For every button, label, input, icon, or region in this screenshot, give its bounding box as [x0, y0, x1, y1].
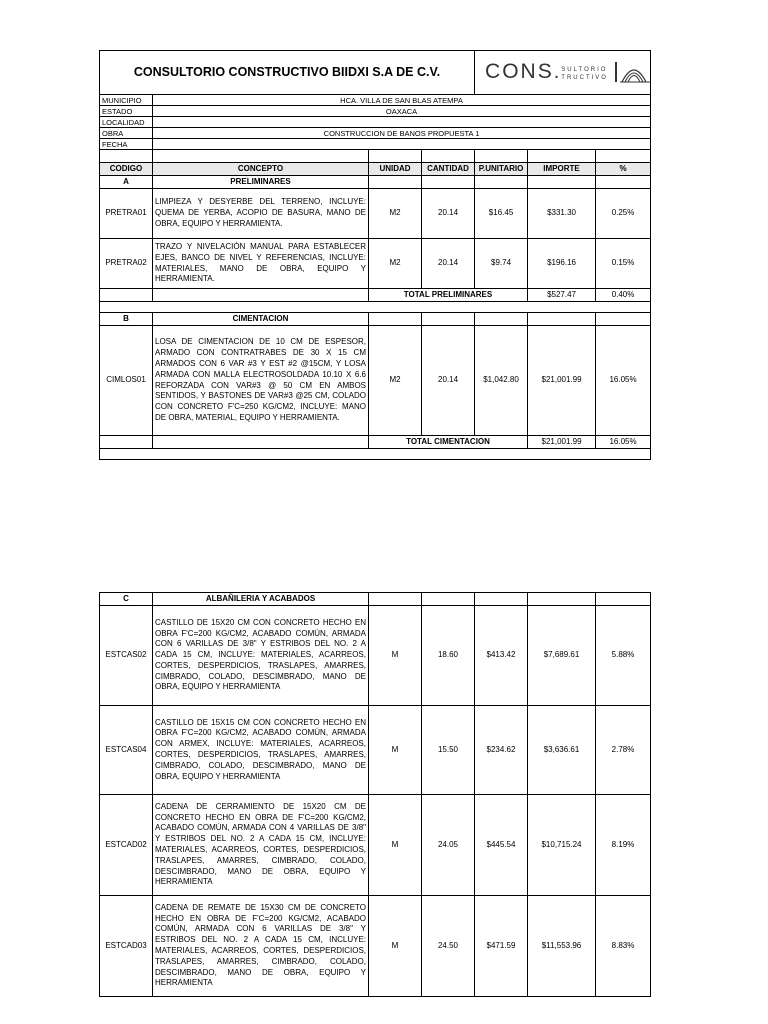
header-unidad: UNIDAD	[369, 163, 422, 176]
table-row	[100, 326, 651, 436]
item-concept: CASTILLO DE 15X20 CM CON CONCRETO HECHO EN OBRA F'C=200 KG/CM2, ACABADO COMÚN, ARMADA CON 6 VARILLAS DE 3/8" Y ESTRIBOS DEL NO. 2 A CADA 15 CM, INCLUYE: MATERIALES, ACARREOS, CORTES, DESPERDICIOS, TRASLAPES, AMARRES, CIMBRADO, COLADO, DESCIMBRADO, MANO DE OBRA, EQUIPO Y HERRAMIENTA	[153, 606, 369, 706]
item-code: ESTCAD03	[100, 896, 153, 997]
item-pct: 2.78%	[596, 706, 651, 795]
logo-text: CONS	[485, 59, 554, 83]
item-price: $1,042.80	[475, 326, 528, 436]
table-row	[100, 189, 651, 239]
info-value: OAXACA	[153, 106, 651, 117]
item-amount: $196.16	[528, 239, 596, 289]
item-qty: 20.14	[422, 326, 475, 436]
item-concept: CADENA DE CERRAMIENTO DE 15X20 CM DE CONCRETO HECHO EN OBRA DE F'C=200 KG/CM2, ACABADO COMÚN, ARMADA CON 4 VARILLAS DE 3/8" Y ESTRIBOS DEL NO. 2 A CADA 15 CM, INCLUYE: MATERIALES, ACARREOS, CORTES, DESPERDICIOS, TRASLAPES, AMARRES, CIMBRADO, COLADO, DESCIMBRADO, MANO DE OBRA, EQUIPO Y HERRAMIENTA	[153, 795, 369, 896]
header-pct: %	[596, 163, 651, 176]
header-codigo: CODIGO	[100, 163, 153, 176]
item-pct: 16.05%	[596, 326, 651, 436]
item-code: ESTCAD02	[100, 795, 153, 896]
section-name: PRELIMINARES	[153, 176, 369, 189]
header-cantidad: CANTIDAD	[422, 163, 475, 176]
table-row	[100, 795, 651, 896]
table-row	[100, 706, 651, 795]
header-punitario: P.UNITARIO	[475, 163, 528, 176]
item-pct: 8.19%	[596, 795, 651, 896]
item-unit: M	[369, 795, 422, 896]
item-qty: 24.05	[422, 795, 475, 896]
item-qty: 20.14	[422, 189, 475, 239]
info-value: CONSTRUCCION DE BANOS PROPUESTA 1	[153, 128, 651, 139]
item-price: $16.45	[475, 189, 528, 239]
item-amount: $3,636.61	[528, 706, 596, 795]
item-qty: 15.50	[422, 706, 475, 795]
item-code: ESTCAS04	[100, 706, 153, 795]
item-concept: LOSA DE CIMENTACION DE 10 CM DE ESPESOR, ARMADO CON CONTRATRABES DE 30 X 15 CM ARMADOS CON 6 VAR #3 Y EST #2 @15CM, Y LOSA ARMADA CON MALLA ELECTROSOLDADA 10.10 X 6.6 REFORZADA CON VAR#3 @ 50 CM EN AMBOS SENTIDOS, Y BASTONES DE VAR#3 @25 CM, COLADO CON CONCRETO F'C=250 KG/CM2, INCLUYE: MANO DE OBRA, MATERIAL, EQUIPO Y HERRAMIENTA.	[153, 326, 369, 436]
total-row	[100, 289, 651, 302]
item-qty: 18.60	[422, 606, 475, 706]
budget-table-page1	[99, 50, 651, 460]
section-letter: A	[100, 176, 153, 189]
section-row	[100, 313, 651, 326]
item-amount: $11,553.96	[528, 896, 596, 997]
info-label: LOCALIDAD	[100, 117, 153, 128]
item-qty: 24.50	[422, 896, 475, 997]
item-amount: $7,689.61	[528, 606, 596, 706]
header-importe: IMPORTE	[528, 163, 596, 176]
item-price: $413.42	[475, 606, 528, 706]
column-header-row	[100, 163, 651, 176]
total-row	[100, 436, 651, 449]
section-row	[100, 176, 651, 189]
total-pct: 0.40%	[596, 289, 651, 302]
item-amount: $331.30	[528, 189, 596, 239]
table-row	[100, 239, 651, 289]
section-name: CIMENTACION	[153, 313, 369, 326]
item-code: ESTCAS02	[100, 606, 153, 706]
info-value	[153, 117, 651, 128]
logo-bottom-text: TRUCTIVO	[561, 75, 608, 81]
item-unit: M2	[369, 326, 422, 436]
info-label: OBRA	[100, 128, 153, 139]
company-title: CONSULTORIO CONSTRUCTIVO BIIDXI S.A DE C.V.	[100, 51, 475, 95]
item-unit: M	[369, 896, 422, 997]
item-price: $9.74	[475, 239, 528, 289]
table-row	[100, 896, 651, 997]
item-price: $234.62	[475, 706, 528, 795]
item-unit: M	[369, 606, 422, 706]
info-value: HCA. VILLA DE SAN BLAS ATEMPA	[153, 95, 651, 106]
item-concept: TRAZO Y NIVELACIÓN MANUAL PARA ESTABLECER EJES, BANCO DE NIVEL Y REFERENCIAS, INCLUYE: MATERIALES, MANO DE OBRA, EQUIPO Y HERRAMIENTA.	[153, 239, 369, 289]
section-letter: B	[100, 313, 153, 326]
logo-top-text: SULTORIO	[561, 67, 608, 73]
section-name: ALBAÑILERIA Y ACABADOS	[153, 593, 369, 606]
item-price: $445.54	[475, 795, 528, 896]
info-label: MUNICIPIO	[100, 95, 153, 106]
item-amount: $10,715.24	[528, 795, 596, 896]
section-letter: C	[100, 593, 153, 606]
item-code: CIMLOS01	[100, 326, 153, 436]
item-unit: M	[369, 706, 422, 795]
item-amount: $21,001.99	[528, 326, 596, 436]
item-pct: 0.25%	[596, 189, 651, 239]
table-row	[100, 606, 651, 706]
budget-table-page2	[99, 592, 651, 997]
item-qty: 20.14	[422, 239, 475, 289]
item-concept: CASTILLO DE 15X15 CM CON CONCRETO HECHO EN OBRA F'C=200 KG/CM2, ACABADO COMÚN, ARMADA CON ARMEX, INCLUYE: MATERIALES, ACARREOS, CORTES, DESPERDICIOS, TRASLAPES, AMARRES, CIMBRADO, COLADO, DESCIMBRADO, MANO DE OBRA, EQUIPO Y HERRAMIENTA	[153, 706, 369, 795]
info-label: ESTADO	[100, 106, 153, 117]
info-label: FECHA	[100, 139, 153, 150]
item-code: PRETRA01	[100, 189, 153, 239]
total-label: TOTAL PRELIMINARES	[369, 289, 528, 302]
total-label: TOTAL CIMENTACION	[369, 436, 528, 449]
company-logo: CONS . SULTORIO TRUCTIVO	[475, 51, 651, 95]
item-unit: M2	[369, 189, 422, 239]
info-value	[153, 139, 651, 150]
item-concept: LIMPIEZA Y DESYERBE DEL TERRENO, INCLUYE: QUEMA DE YERBA, ACOPIO DE BASURA, MANO DE OBRA, EQUIPO Y HERRAMIENTA.	[153, 189, 369, 239]
item-concept: CADENA DE REMATE DE 15X30 CM DE CONCRETO HECHO EN OBRA DE F'C=200 KG/CM2, ACABADO COMÚN, ARMADA CON 6 VARILLAS DE 3/8" Y ESTRIBOS DEL NO. 2 A CADA 15 CM, INCLUYE: MATERIALES, ACARREOS, CORTES, DESPERDICIOS, TRASLAPES, AMARRES, CIMBRADO, COLADO, DESCIMBRADO, MANO DE OBRA, EQUIPO Y HERRAMIENTA	[153, 896, 369, 997]
item-pct: 8.83%	[596, 896, 651, 997]
total-amount: $21,001.99	[528, 436, 596, 449]
header-concepto: CONCEPTO	[153, 163, 369, 176]
total-pct: 16.05%	[596, 436, 651, 449]
item-unit: M2	[369, 239, 422, 289]
item-pct: 0.15%	[596, 239, 651, 289]
total-amount: $527.47	[528, 289, 596, 302]
item-code: PRETRA02	[100, 239, 153, 289]
arch-logo-icon	[614, 60, 651, 84]
item-pct: 5.88%	[596, 606, 651, 706]
item-price: $471.59	[475, 896, 528, 997]
section-row	[100, 593, 651, 606]
